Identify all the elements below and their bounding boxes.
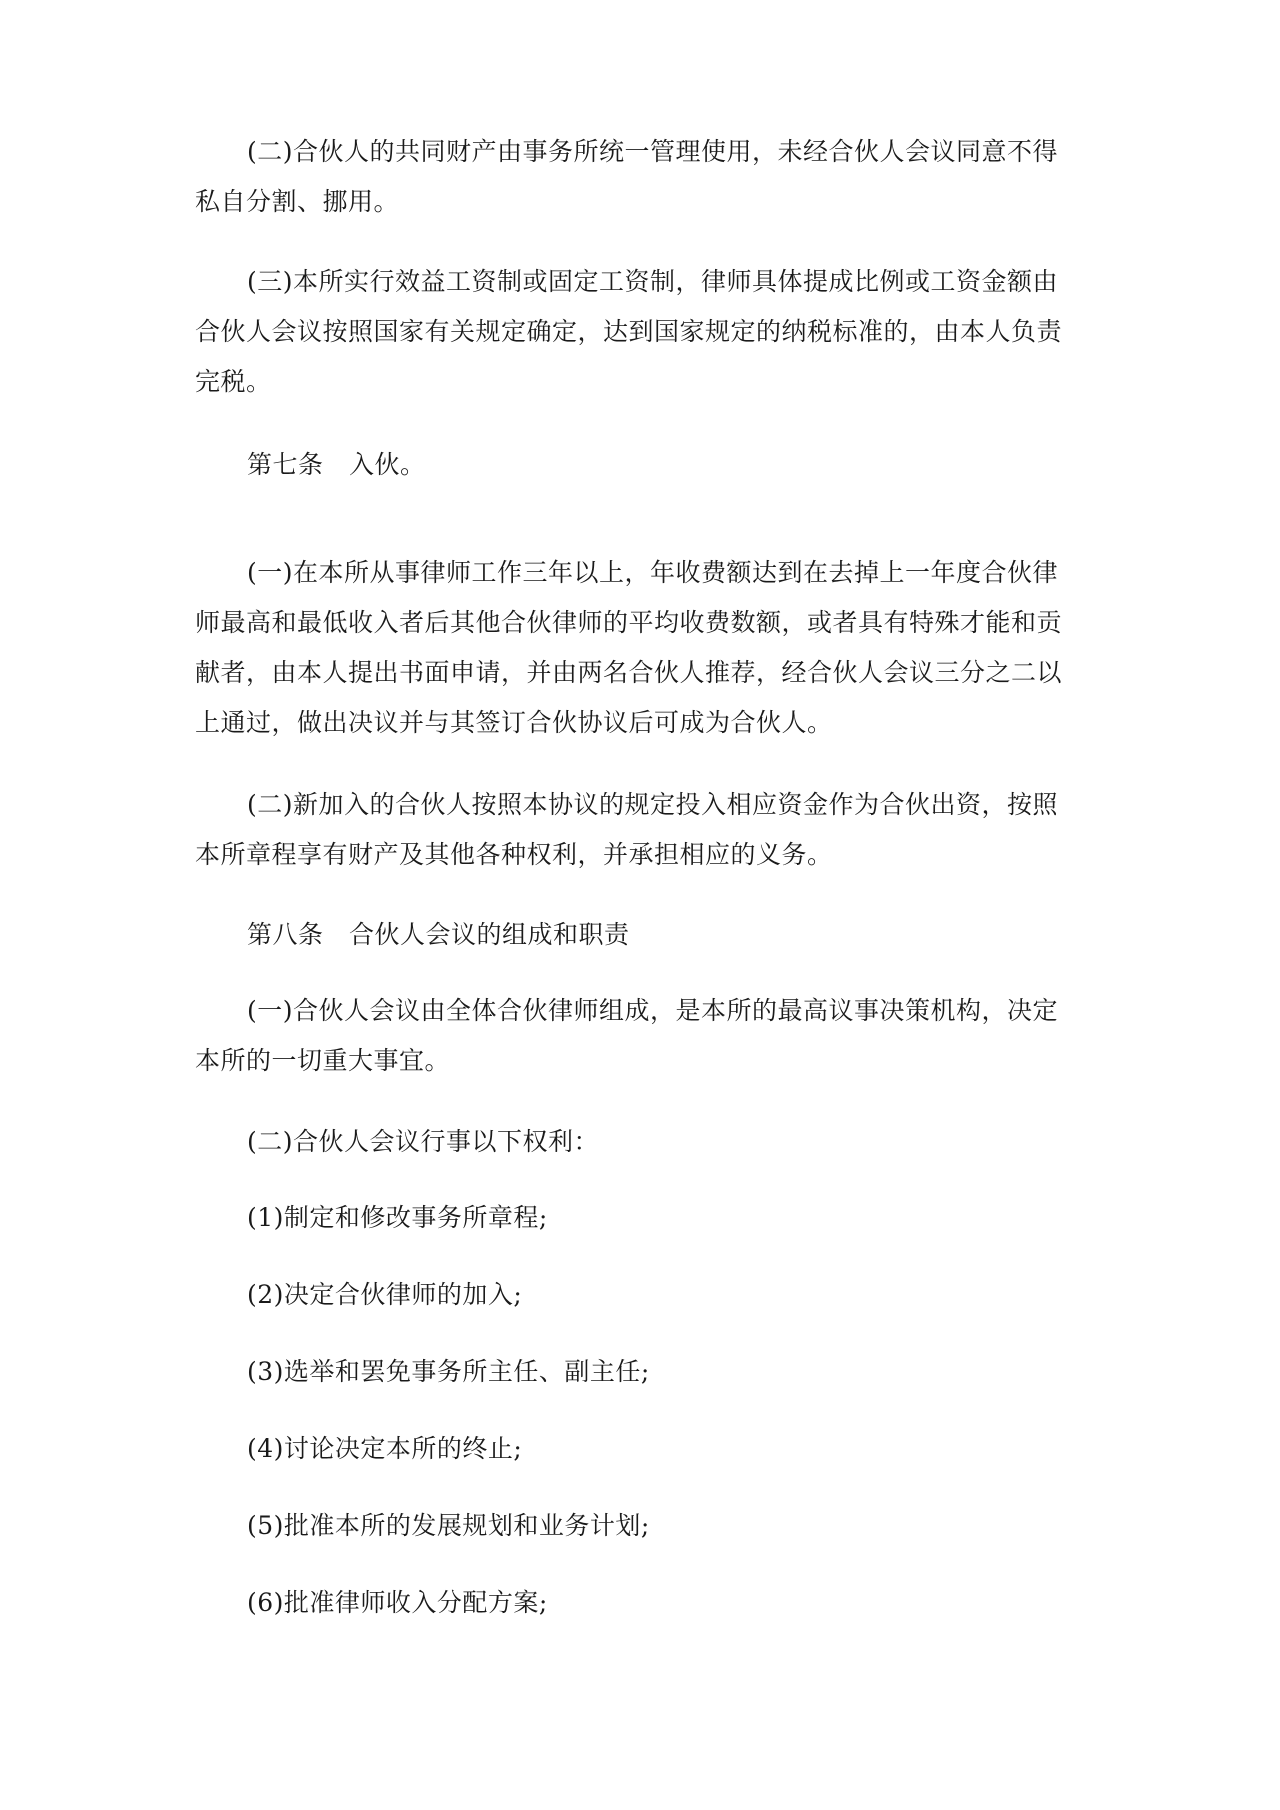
list-item-power-5: (5)批准本所的发展规划和业务计划; [247, 1511, 650, 1540]
paragraph-meeting-powers: (二)合伙人会议行事以下权利： [247, 1127, 600, 1156]
article-8-heading: 第八条 合伙人会议的组成和职责 [247, 920, 630, 949]
paragraph-new-partner-capital: (二)新加入的合伙人按照本协议的规定投入相应资金作为合伙出资，按照本所章程享有财产及其他各种权利，并承担相应的义务。 [195, 790, 1059, 869]
list-item-power-3: (3)选举和罢免事务所主任、副主任; [247, 1357, 650, 1386]
list-item-power-1: (1)制定和修改事务所章程; [247, 1203, 548, 1232]
paragraph-salary-system: (三)本所实行效益工资制或固定工资制，律师具体提成比例或工资金额由合伙人会议按照国家有关规定确定，达到国家规定的纳税标准的，由本人负责完税。 [195, 267, 1063, 396]
list-item-power-6: (6)批准律师收入分配方案; [247, 1588, 548, 1617]
paragraph-admission-conditions: (一)在本所从事律师工作三年以上，年收费额达到在去掉上一年度合伙律师最高和最低收入者后其他合伙律师的平均收费数额，或者具有特殊才能和贡献者，由本人提出书面申请，并由两名合伙人推荐，经合伙人会议三分之二以上通过，做出决议并与其签订合伙协议后可成为合伙人。 [195, 558, 1063, 737]
paragraph-common-property: (二)合伙人的共同财产由事务所统一管理使用，未经合伙人会议同意不得私自分割、挪用。 [195, 137, 1059, 216]
paragraph-meeting-composition: (一)合伙人会议由全体合伙律师组成，是本所的最高议事决策机构，决定本所的一切重大事宜。 [195, 996, 1059, 1075]
list-item-power-2: (2)决定合伙律师的加入; [247, 1280, 523, 1309]
list-item-power-4: (4)讨论决定本所的终止; [247, 1434, 523, 1463]
article-7-heading: 第七条 入伙。 [247, 450, 426, 479]
